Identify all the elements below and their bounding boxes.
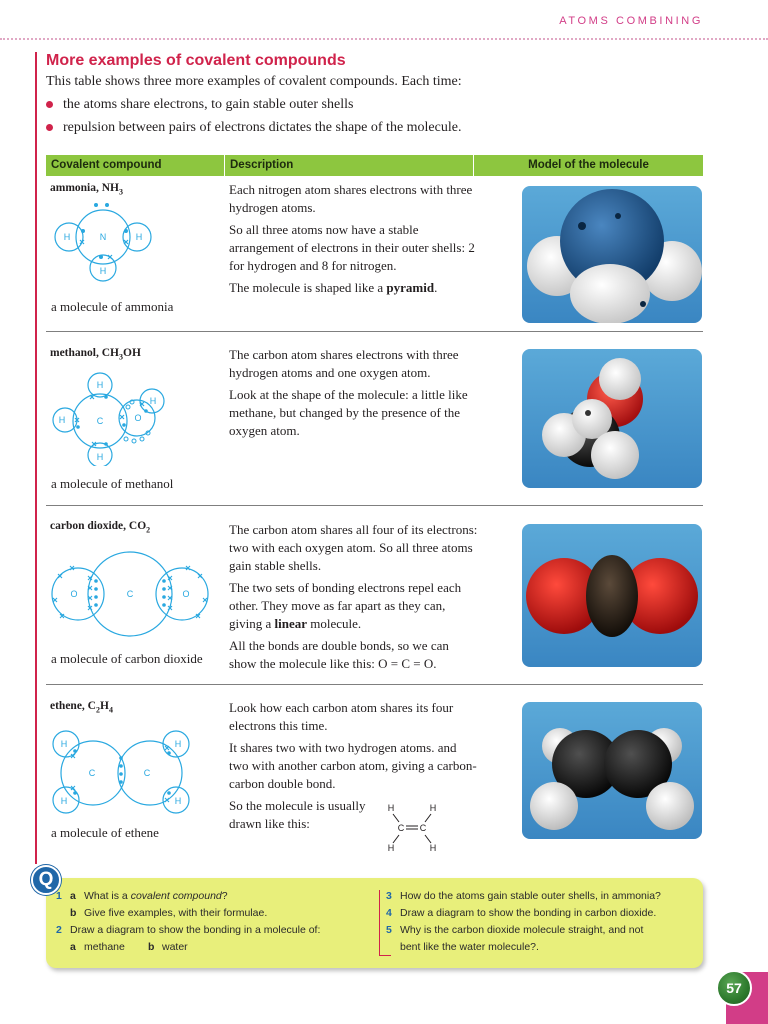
question-5-cont: bent like the water molecule?. [400,941,539,953]
atom-label: H [429,843,437,853]
diagram-caption: a molecule of ammonia [51,299,174,314]
description: The carbon atom shares all four of its electrons: two with each oxygen atom. So all three atoms gain stable shells. The two sets of bonding electrons repel each other. They move as far apart as they can, giving a linear molecule. All the bonds are double bonds, so we can show the molecule like this: O = C = O. [229,522,478,671]
table-row-ammonia [46,178,703,331]
compound-name: ethene, $C_2H_4$ [50,700,113,715]
hydrogen-atom [530,782,578,830]
description: Look how each carbon atom shares its four electrons this time. It shares two with two hydrogen atoms. and two with another carbon atom, giving a carbon-carbon double bond. So the molecule is usually drawn like this: [229,700,477,831]
questions-panel [46,878,703,968]
atom-label: H [135,232,143,242]
atom-label: H [387,803,395,813]
question-2-parts: a methane b water [70,941,188,953]
compound-name: carbon dioxide, $CO_2$ [50,520,151,535]
atom-label: H [99,266,107,276]
atom-label: C [126,589,134,599]
atom-label: H [174,796,182,806]
question-4: 4 Draw a diagram to show the bonding in carbon dioxide. [386,907,657,919]
question-5: 5 Why is the carbon dioxide molecule straight, and not [386,924,644,936]
atom-label: O [134,413,142,423]
question-badge-icon: Q [31,865,61,895]
diagram-caption: a molecule of ethene [51,825,159,840]
atom-label: H [387,843,395,853]
question-1b: b Give five examples, with their formulae. [70,907,268,919]
header-model: Model of the molecule [473,155,703,176]
description: The carbon atom shares electrons with three hydrogen atoms and one oxygen atom. Look at the shape of the molecule: a little like methane, but changed by the presence of the oxygen atom. [229,347,468,438]
diagram-caption: a molecule of carbon dioxide [51,651,203,666]
ethene-dot-cross-diagram [48,720,198,820]
atom-label: H [60,739,68,749]
left-margin-bar [35,52,37,864]
table-row-carbon-dioxide [46,516,703,682]
row-divider [46,684,703,685]
compound-name: methanol, $CH_3OH$ [50,347,141,362]
methanol-model-photo [522,349,702,488]
header-dotted-rule [0,38,768,40]
hydrogen-atom [646,782,694,830]
atom-label: C [397,823,405,833]
questions-left-column [56,888,320,956]
atom-label: C [96,416,104,426]
header-covalent-compound: Covalent compound [51,159,162,171]
questions-divider [379,890,381,956]
hydrogen-atom [591,431,639,479]
row-divider [46,331,703,332]
carbon-dioxide-model-photo [522,524,702,667]
bullet-list [46,97,461,143]
question-2: 2 Draw a diagram to show the bonding in a molecule of: [56,924,321,936]
atom-label: H [149,396,157,406]
description: Each nitrogen atom shares electrons with three hydrogen atoms. So all three atoms now have a stable arrangement of electrons in their outer shells: 2 for hydrogen and 8 for nitrogen. The molecule is shaped like a pyramid. [229,182,475,295]
hydrogen-atom [599,358,641,400]
atom-label: H [58,415,66,425]
ammonia-model-photo [522,186,702,323]
atom-label: C [419,823,427,833]
page-number: 57 [716,970,752,1006]
header-description: Description [224,155,473,176]
atom-label: C [143,768,151,778]
atom-label: O [182,589,190,599]
questions-right-column [386,888,661,956]
bullet-item: the atoms share electrons, to gain stable outer shells [46,97,461,120]
atom-label: C [88,768,96,778]
atom-label: H [96,380,104,390]
methanol-dot-cross-diagram [48,371,178,466]
hydrogen-atom [570,264,650,323]
running-head: ATOMS COMBINING [559,15,703,27]
atom-label: O [70,589,78,599]
atom-label: H [96,452,104,462]
carbon-dioxide-dot-cross-diagram [48,544,216,648]
atom-label: H [174,739,182,749]
table-row-ethene [46,696,703,851]
carbon-atom [586,555,638,637]
ethene-structural-formula [381,801,443,853]
bullet-item: repulsion between pairs of electrons dictates the shape of the molecule. [46,120,461,143]
ammonia-dot-cross-diagram [48,200,158,282]
atom-label: H [60,796,68,806]
intro-text: This table shows three more examples of covalent compounds. Each time: [46,74,462,89]
atom-label: N [99,232,107,242]
question-3: 3 How do the atoms gain stable outer shells, in ammonia? [386,890,661,902]
compound-name: ammonia, $NH_3$ [50,182,123,197]
section-title: More examples of covalent compounds [46,52,346,69]
question-1a: 1 a What is a covalent compound? [56,890,228,902]
row-divider [46,505,703,506]
atom-label: H [429,803,437,813]
table-row-methanol [46,343,703,503]
diagram-caption: a molecule of methanol [51,476,174,491]
ethene-model-photo [522,702,702,839]
atom-label: H [63,232,71,242]
table-header [46,155,703,176]
